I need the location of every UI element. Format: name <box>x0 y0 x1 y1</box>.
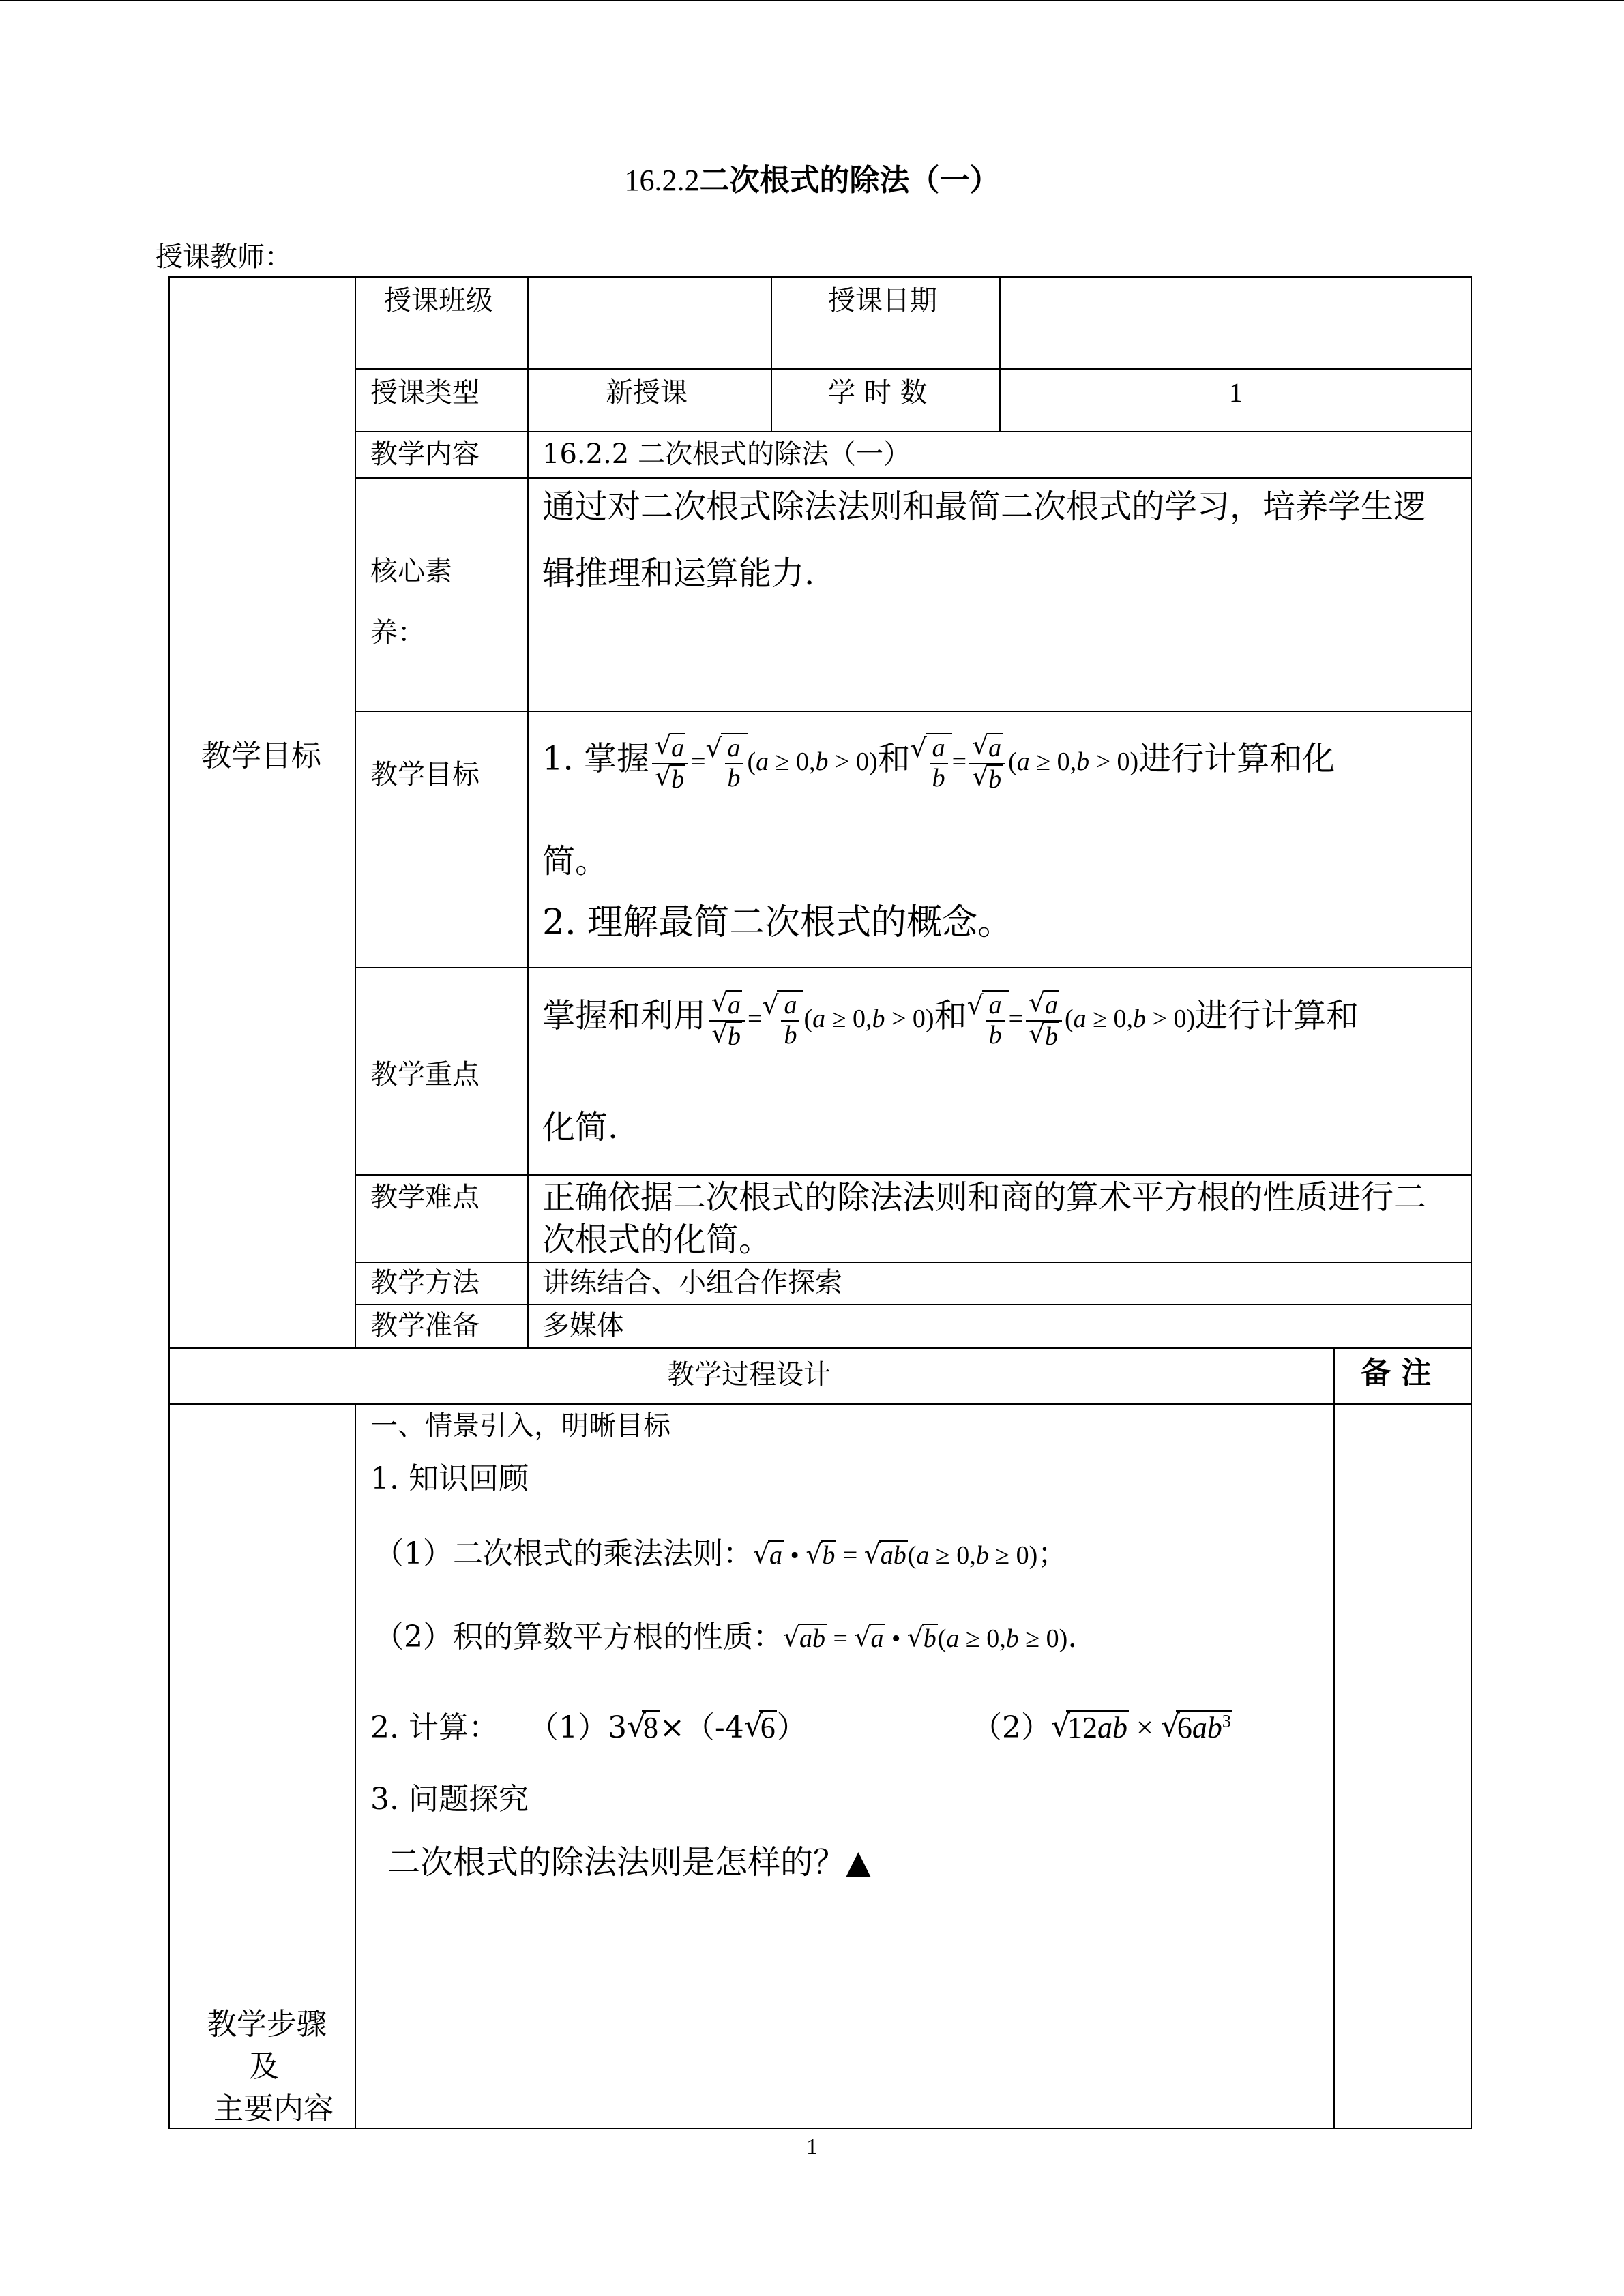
type-label: 授课类型 <box>370 377 479 408</box>
section-1-heading: 一、情景引入，明晰目标 <box>370 1410 670 1442</box>
date-label: 授课日期 <box>828 285 937 316</box>
key-point: 掌握和利用 √ a √ b = √ $\frac{a}{b}$ (a ≥ 0,b > 0)和 √ $\frac{a}{b}$ = √ a √ b (a ≥ 0,b > 0)进行计算和 <box>542 990 1359 1052</box>
method-value: 讲练结合、小组合作探索 <box>542 1267 842 1298</box>
objectives-label: 教学目标 <box>201 739 321 773</box>
goal-1-cont: 简。 <box>542 842 608 880</box>
teacher-label: 授课教师： <box>156 241 292 273</box>
key-cont: 化简. <box>542 1108 619 1146</box>
key-label: 教学重点 <box>370 1059 479 1090</box>
difficulty-line-2: 次根式的化简。 <box>542 1221 772 1259</box>
prep-label: 教学准备 <box>370 1310 479 1341</box>
key-formula-1: √ a √ b = √ $\frac{a}{b}$ (a ≥ 0,b > 0) <box>706 1004 934 1033</box>
method-label: 教学方法 <box>370 1267 479 1298</box>
content-label: 教学内容 <box>370 438 479 470</box>
steps-label-3: 主要内容 <box>213 2091 334 2126</box>
calc-problem-2: （2）√ 12ab × √ $6ab^3$ <box>972 1708 1232 1747</box>
key-formula-2: √ $\frac{a}{b}$ = √ a √ b (a ≥ 0,b > 0) <box>967 1004 1196 1033</box>
hours-value: 1 <box>1229 377 1243 408</box>
triangle-marker-icon: ▲ <box>846 1843 871 1881</box>
notes-header: 备 注 <box>1361 1356 1432 1390</box>
explore-title: 3. 问题探究 <box>370 1782 529 1817</box>
core-label-2: 养： <box>370 617 425 648</box>
explore-question: 二次根式的除法法则是怎样的？▲ <box>387 1843 871 1881</box>
core-label-1: 核心素 <box>370 556 452 587</box>
process-header: 教学过程设计 <box>667 1359 831 1390</box>
calc-problem-1: （1）3√ 8×（-4√ 6） <box>529 1708 807 1747</box>
goal-1: 1. 掌握 √ a √ b = √ $\frac{a}{b}$ (a ≥ 0,b > 0)和 √ $\frac{a}{b}$ = √ a √ b (a ≥ 0,b > 0)进行计算和化 <box>542 733 1335 794</box>
page-title: 16.2.2二次根式的除法（一） <box>624 163 1000 198</box>
quotient-rule-formula-2: √ $\frac{a}{b}$ = √ a √ b (a ≥ 0,b > 0) <box>911 747 1139 776</box>
steps-label-1: 教学步骤 <box>207 2007 327 2042</box>
multiplication-rule: （1）二次根式的乘法法则：√ a • √ b = √ ab(a ≥ 0,b ≥ 0)； <box>374 1534 1067 1573</box>
goal-label: 教学目标 <box>370 759 479 790</box>
type-value: 新授课 <box>606 377 688 408</box>
class-label: 授课班级 <box>384 285 493 316</box>
page-number: 1 <box>806 2134 818 2160</box>
core-line-1: 通过对二次根式除法法则和最简二次根式的学习，培养学生逻 <box>542 488 1427 526</box>
quotient-rule-formula-1: √ a √ b = √ $\frac{a}{b}$ (a ≥ 0,b > 0) <box>649 747 878 776</box>
hours-label: 学 时 数 <box>828 377 928 408</box>
review-title: 1. 知识回顾 <box>370 1461 529 1496</box>
content-value: 16.2.2 二次根式的除法（一） <box>542 438 911 470</box>
goal-2: 2. 理解最简二次根式的概念。 <box>542 902 1014 943</box>
steps-label-2: 及 <box>249 2049 279 2084</box>
product-root-property: （2）积的算数平方根的性质：√ ab = √ a • √ b(a ≥ 0,b ≥ 0). <box>374 1617 1077 1656</box>
core-line-2: 辑推理和运算能力. <box>542 554 815 593</box>
difficulty-label: 教学难点 <box>370 1182 479 1213</box>
page-top-border <box>0 0 1624 1</box>
prep-value: 多媒体 <box>542 1310 624 1341</box>
calc-prefix: 2. 计算： <box>370 1710 499 1745</box>
difficulty-line-1: 正确依据二次根式的除法法则和商的算术平方根的性质进行二 <box>542 1178 1427 1217</box>
